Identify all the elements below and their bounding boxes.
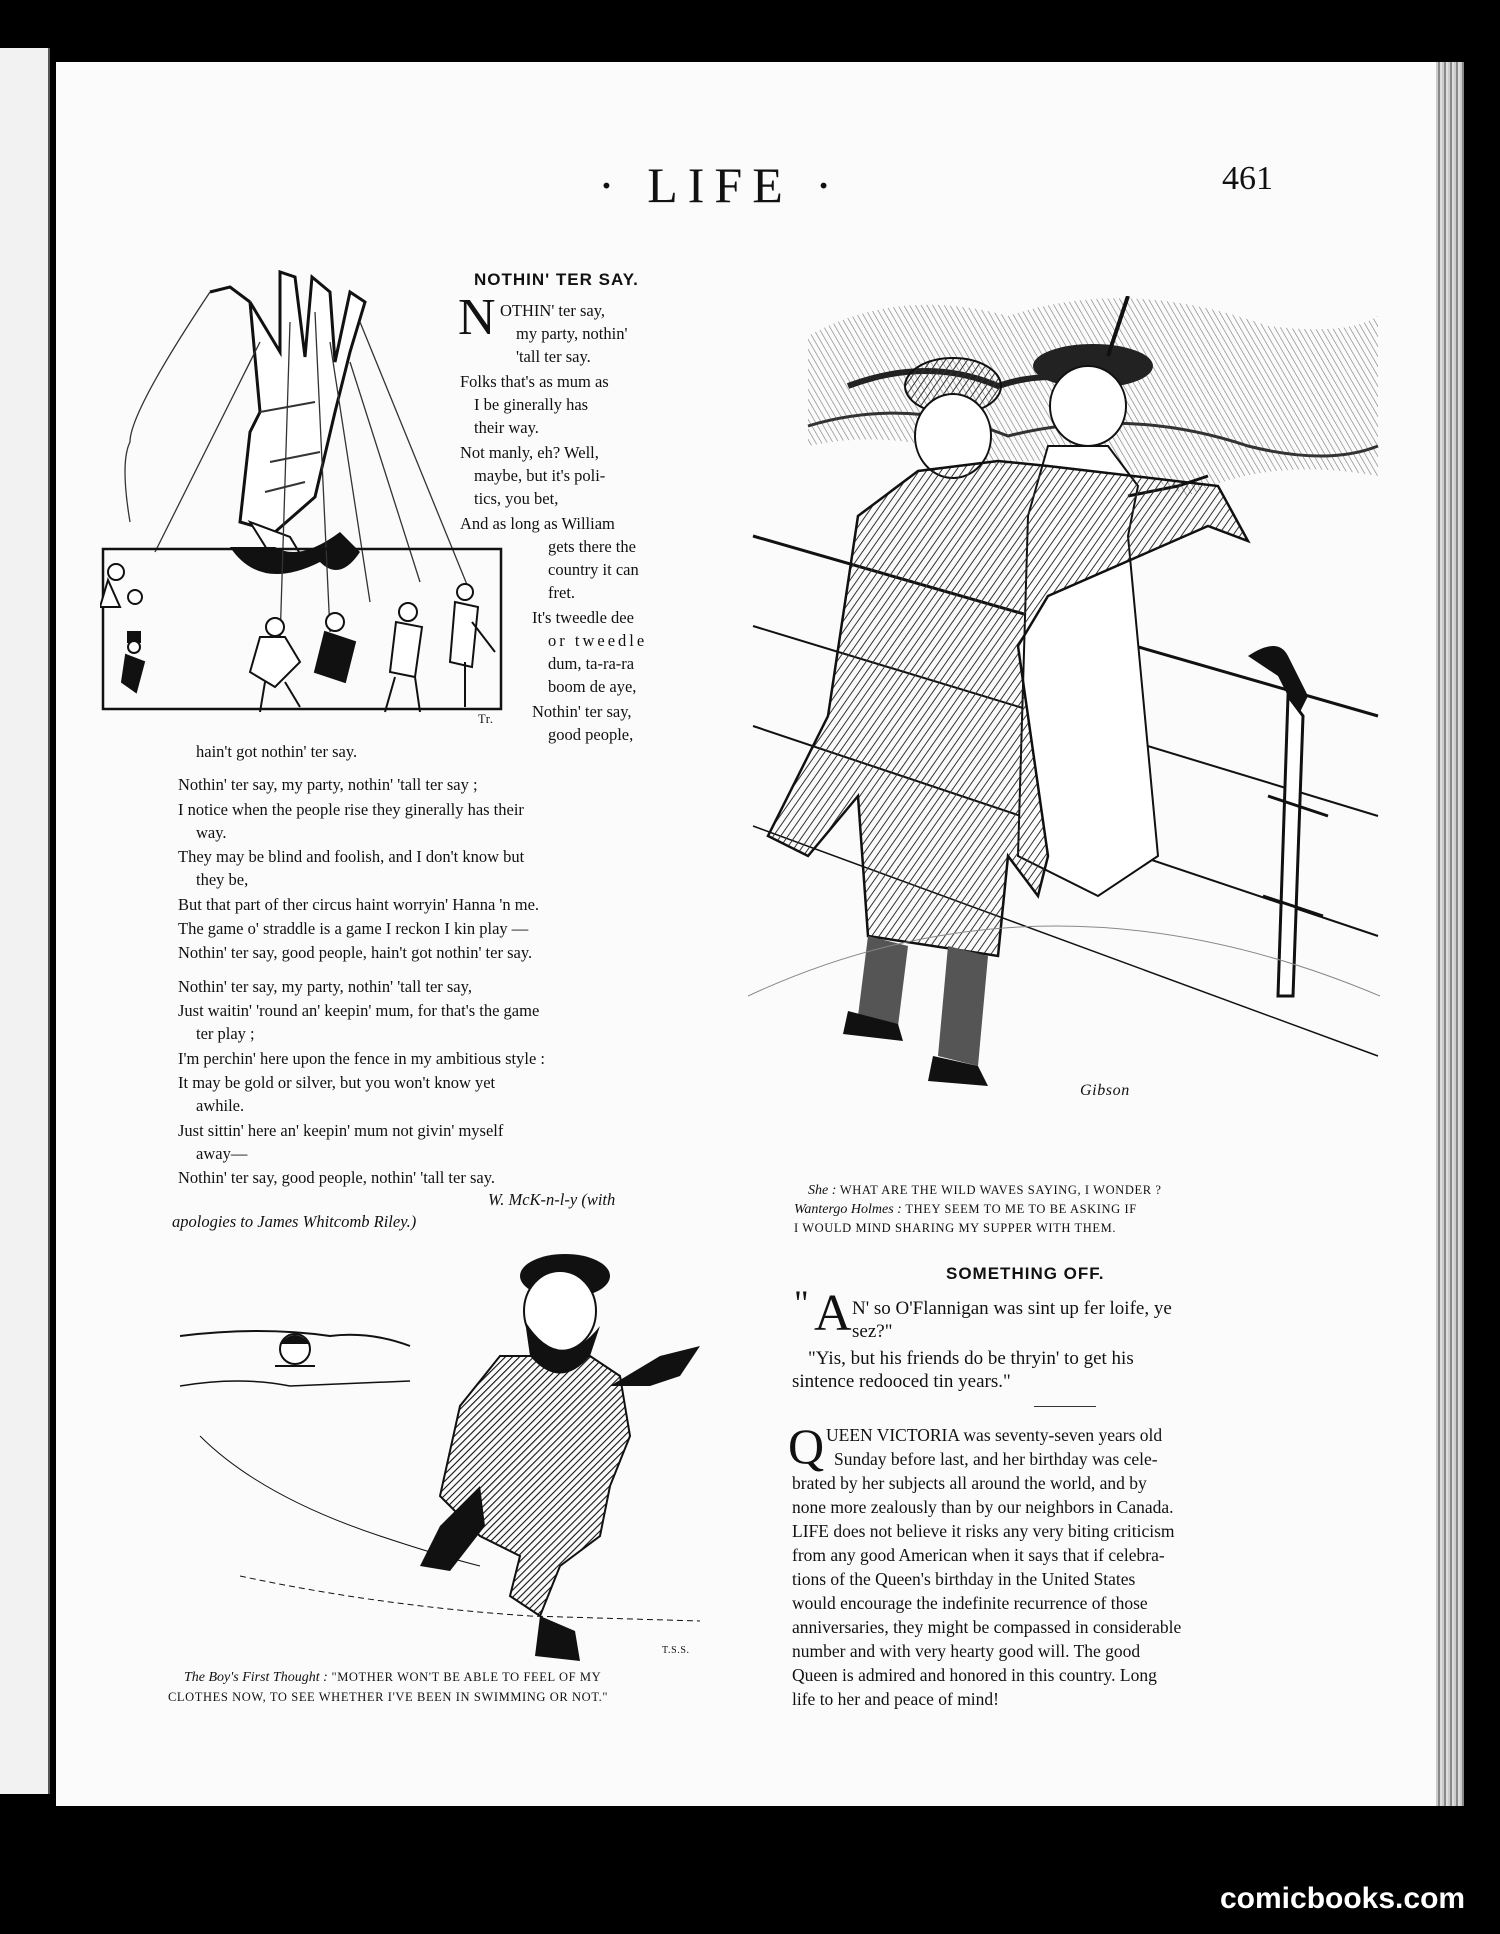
poem-line: They may be blind and foolish, and I don't know but [178, 847, 525, 866]
poem-line: I'm perchin' here upon the fence in my ambitious style : [178, 1049, 546, 1068]
ship-caption-speaker-2: Wantergo Holmes : [794, 1202, 902, 1217]
poem-line: boom de aye, [548, 677, 637, 696]
poem-line: tics, you bet, [474, 489, 559, 508]
poem-line: my party, nothin' [516, 324, 628, 343]
poem-line: away— [196, 1144, 248, 1163]
ship-caption-line-2 [794, 1202, 1137, 1218]
poem-line: Nothin' ter say, my party, nothin' 'tall ter say, [178, 977, 472, 996]
poem-dropcap: N [458, 289, 496, 346]
running-man-illustration [180, 1236, 745, 1666]
something-off-dropcap: A [814, 1285, 852, 1342]
queen-line: brated by her subjects all around the world, and by [792, 1473, 1147, 1493]
poem-line: dum, ta-ra-ra [548, 654, 635, 673]
ship-caption-speaker-1: She : [808, 1183, 837, 1198]
poem-line: gets there the [548, 537, 636, 556]
something-off-line: N' so O'Flannigan was sint up fer loife, ye [852, 1298, 1172, 1319]
ship-caption-line-3: I WOULD MIND SHARING MY SUPPER WITH THEM. [794, 1221, 1117, 1235]
poem-line: But that part of ther circus haint worryin' Hanna 'n me. [178, 895, 540, 914]
poem-line: way. [196, 823, 227, 842]
poem-line: I be ginerally has [474, 395, 589, 414]
poem-line: awhile. [196, 1096, 245, 1115]
runner-initials: T.S.S. [662, 1645, 690, 1656]
queen-line: Sunday before last, and her birthday was cele- [834, 1449, 1158, 1469]
runner-caption-text-1: "MOTHER WON'T BE ABLE TO FEEL OF MY [331, 1670, 602, 1684]
page-number: 461 [1222, 160, 1273, 197]
queen-line: UEEN VICTORIA was seventy-seven years old [826, 1425, 1163, 1445]
poem-line: good people, [548, 725, 634, 744]
poem-line: Nothin' ter say, good people, nothin' 'tall ter say. [178, 1168, 496, 1187]
queen-line: number and with very hearty good will. The good [792, 1641, 1141, 1661]
something-off-line: sintence redooced tin years." [792, 1371, 1011, 1392]
ship-caption-text-1: WHAT ARE THE WILD WAVES SAYING, I WONDER ? [839, 1183, 1162, 1197]
runner-caption-line-1 [184, 1670, 601, 1686]
queen-dropcap: Q [788, 1418, 825, 1474]
queen-line: anniversaries, they might be compassed in considerable [792, 1617, 1182, 1637]
queen-line: life to her and peace of mind! [792, 1689, 999, 1709]
queen-line: tions of the Queen's birthday in the United States [792, 1569, 1136, 1589]
previous-page-edge [0, 48, 50, 1794]
runner-caption-speaker: The Boy's First Thought : [184, 1670, 328, 1685]
poem-line: ter play ; [196, 1024, 255, 1043]
ship-deck-illustration [748, 296, 1380, 1166]
poem-line: maybe, but it's poli- [474, 466, 606, 485]
site-watermark: comicbooks.com [1220, 1882, 1466, 1915]
poem-line: Not manly, eh? Well, [460, 443, 599, 462]
poem-line: 'tall ter say. [516, 347, 591, 366]
masthead: · LIFE · [598, 157, 842, 213]
poem-line: hain't got nothin' ter say. [196, 742, 358, 761]
poem-line: Nothin' ter say, my party, nothin' 'tall ter say ; [178, 775, 478, 794]
poem-line: Folks that's as mum as [460, 372, 609, 391]
runner-caption-line-2: CLOTHES NOW, TO SEE WHETHER I'VE BEEN IN SWIMMING OR NOT." [168, 1690, 609, 1704]
poem-title: NOTHIN' TER SAY. [474, 270, 639, 289]
poem-line: their way. [474, 418, 539, 437]
queen-line: LIFE does not believe it risks any very biting criticism [792, 1521, 1175, 1541]
something-off-line: sez?" [852, 1321, 893, 1342]
poem-line: Just sittin' here an' keepin' mum not givin' myself [178, 1121, 504, 1140]
queen-line: none more zealously than by our neighbors in Canada. [792, 1497, 1174, 1517]
ship-caption-line-1 [808, 1183, 1162, 1199]
poem-line: Nothin' ter say, [532, 702, 632, 721]
poem-line: fret. [548, 583, 576, 602]
puppet-illustration [100, 262, 505, 732]
poem-line: country it can [548, 560, 639, 579]
poem-line: Just waitin' 'round an' keepin' mum, for that's the game [178, 1001, 540, 1020]
ship-signature: Gibson [1080, 1082, 1130, 1099]
poem-line: or tweedle [548, 631, 648, 650]
poem-line: And as long as William [460, 514, 615, 533]
something-off-quote-mark: " [794, 1283, 809, 1323]
poem-line: It's tweedle dee [532, 608, 634, 627]
something-off-title: SOMETHING OFF. [946, 1264, 1105, 1283]
puppet-initials: Tr. [478, 712, 494, 726]
poem-line: they be, [196, 870, 249, 889]
something-off-end-rule [1034, 1406, 1096, 1407]
poem-signature: W. McK-n-l-y (with [488, 1190, 616, 1209]
poem-line: The game o' straddle is a game I reckon I kin play — [178, 919, 529, 938]
poem-line: It may be gold or silver, but you won't know yet [178, 1073, 496, 1092]
page-stack-edge [1436, 62, 1464, 1806]
poem-line: OTHIN' ter say, [500, 301, 605, 320]
ship-caption-text-2: THEY SEEM TO ME TO BE ASKING IF [905, 1202, 1137, 1216]
poem-line: Nothin' ter say, good people, hain't got nothin' ter say. [178, 943, 533, 962]
queen-line: from any good American when it says that if celebra- [792, 1545, 1165, 1565]
something-off-line: "Yis, but his friends do be thryin' to get his [808, 1348, 1134, 1369]
poem-line: I notice when the people rise they ginerally has their [178, 800, 524, 819]
poem-signature-2: apologies to James Whitcomb Riley.) [172, 1212, 417, 1231]
queen-line: would encourage the indefinite recurrence of those [792, 1593, 1148, 1613]
queen-line: Queen is admired and honored in this country. Long [792, 1665, 1157, 1685]
